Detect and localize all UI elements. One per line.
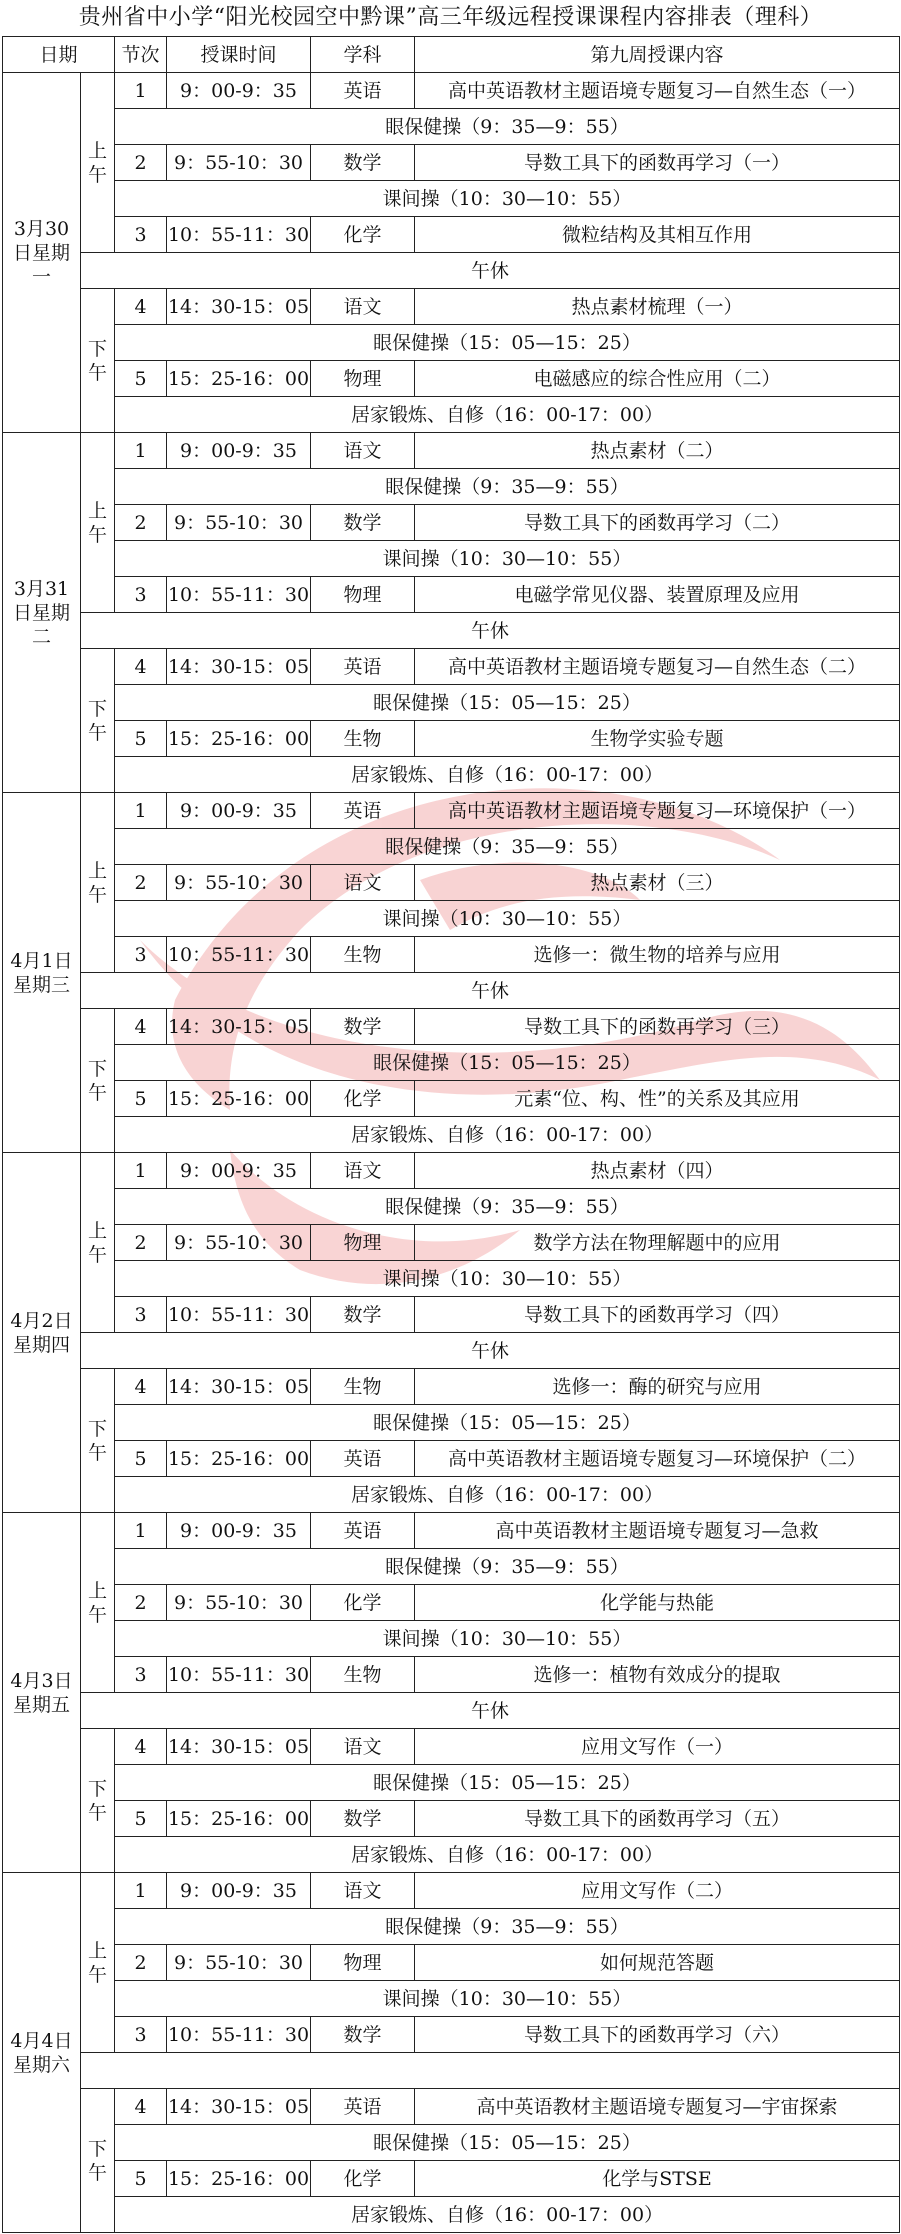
lesson-row (3, 721, 900, 757)
content-cell: 高中英语教材主题语境专题复习—宇宙探索 (415, 2089, 900, 2125)
break-row (3, 901, 900, 937)
day-date-cell: 4月2日星期四 (3, 1153, 81, 1513)
content-cell: 电磁感应的综合性应用（二） (415, 361, 900, 397)
period-cell: 4 (115, 1369, 167, 1405)
lesson-row (3, 1945, 900, 1981)
subject-cell: 生物 (311, 1657, 415, 1693)
period-cell: 2 (115, 1945, 167, 1981)
lesson-row (3, 289, 900, 325)
header-content: 第九周授课内容 (415, 37, 900, 73)
noon-break-row (3, 1333, 900, 1369)
content-cell: 导数工具下的函数再学习（一） (415, 145, 900, 181)
break-row (3, 181, 900, 217)
content-cell: 导数工具下的函数再学习（六） (415, 2017, 900, 2053)
time-cell: 9：55-10：30 (167, 145, 311, 181)
break-cell: 眼保健操（15：05—15：25） (115, 1765, 900, 1801)
time-cell: 9：00-9：35 (167, 1873, 311, 1909)
time-cell: 15：25-16：00 (167, 1441, 311, 1477)
schedule-table (2, 36, 900, 2233)
subject-cell: 物理 (311, 577, 415, 613)
break-cell: 居家锻炼、自修（16：00-17：00） (115, 2197, 900, 2233)
content-cell: 生物学实验专题 (415, 721, 900, 757)
subject-cell: 语文 (311, 1153, 415, 1189)
lesson-row (3, 1153, 900, 1189)
time-cell: 10：55-11：30 (167, 1297, 311, 1333)
period-cell: 5 (115, 1441, 167, 1477)
header-period: 节次 (115, 37, 167, 73)
time-cell: 14：30-15：05 (167, 2089, 311, 2125)
lesson-row (3, 433, 900, 469)
period-cell: 1 (115, 73, 167, 109)
break-row (3, 1261, 900, 1297)
break-cell: 眼保健操（9：35—9：55） (115, 1909, 900, 1945)
afternoon-label: 下午 (81, 2089, 115, 2233)
subject-cell: 数学 (311, 1297, 415, 1333)
content-cell: 高中英语教材主题语境专题复习—环境保护（一） (415, 793, 900, 829)
break-cell: 课间操（10：30—10：55） (115, 181, 900, 217)
time-cell: 9：55-10：30 (167, 1225, 311, 1261)
subject-cell: 数学 (311, 145, 415, 181)
content-cell: 导数工具下的函数再学习（四） (415, 1297, 900, 1333)
period-cell: 2 (115, 1585, 167, 1621)
time-cell: 15：25-16：00 (167, 721, 311, 757)
period-cell: 1 (115, 1873, 167, 1909)
time-cell: 10：55-11：30 (167, 2017, 311, 2053)
content-cell: 导数工具下的函数再学习（五） (415, 1801, 900, 1837)
period-cell: 4 (115, 289, 167, 325)
subject-cell: 数学 (311, 505, 415, 541)
noon-break-cell (81, 2053, 900, 2089)
morning-label: 上午 (81, 1873, 115, 2053)
time-cell: 10：55-11：30 (167, 937, 311, 973)
subject-cell: 化学 (311, 2161, 415, 2197)
lesson-row (3, 361, 900, 397)
lesson-row (3, 865, 900, 901)
subject-cell: 语文 (311, 1729, 415, 1765)
lesson-row (3, 1297, 900, 1333)
period-cell: 1 (115, 1153, 167, 1189)
morning-label: 上午 (81, 793, 115, 973)
lesson-row (3, 505, 900, 541)
lesson-row (3, 1081, 900, 1117)
period-cell: 1 (115, 1513, 167, 1549)
period-cell: 2 (115, 1225, 167, 1261)
break-cell: 课间操（10：30—10：55） (115, 1981, 900, 2017)
content-cell: 热点素材（二） (415, 433, 900, 469)
period-cell: 3 (115, 1657, 167, 1693)
break-cell: 居家锻炼、自修（16：00-17：00） (115, 1837, 900, 1873)
content-cell: 微粒结构及其相互作用 (415, 217, 900, 253)
content-cell: 热点素材（三） (415, 865, 900, 901)
time-cell: 9：00-9：35 (167, 73, 311, 109)
time-cell: 10：55-11：30 (167, 217, 311, 253)
break-row (3, 829, 900, 865)
lesson-row (3, 1009, 900, 1045)
time-cell: 14：30-15：05 (167, 1009, 311, 1045)
content-cell: 高中英语教材主题语境专题复习—自然生态（一） (415, 73, 900, 109)
content-cell: 化学与STSE (415, 2161, 900, 2197)
lesson-row (3, 1657, 900, 1693)
content-cell: 化学能与热能 (415, 1585, 900, 1621)
content-cell: 热点素材（四） (415, 1153, 900, 1189)
lesson-row (3, 145, 900, 181)
day-date-cell: 4月4日星期六 (3, 1873, 81, 2233)
noon-break-row (3, 1693, 900, 1729)
morning-label: 上午 (81, 73, 115, 253)
time-cell: 10：55-11：30 (167, 1657, 311, 1693)
break-row (3, 1549, 900, 1585)
subject-cell: 生物 (311, 937, 415, 973)
noon-break-cell: 午休 (81, 1333, 900, 1369)
afternoon-label: 下午 (81, 1369, 115, 1513)
time-cell: 9：55-10：30 (167, 505, 311, 541)
content-cell: 导数工具下的函数再学习（三） (415, 1009, 900, 1045)
subject-cell: 语文 (311, 1873, 415, 1909)
break-row (3, 685, 900, 721)
break-row (3, 1621, 900, 1657)
noon-break-cell: 午休 (81, 253, 900, 289)
lesson-row (3, 2089, 900, 2125)
subject-cell: 英语 (311, 793, 415, 829)
break-cell: 眼保健操（9：35—9：55） (115, 109, 900, 145)
lesson-row (3, 577, 900, 613)
content-cell: 导数工具下的函数再学习（二） (415, 505, 900, 541)
break-cell: 眼保健操（9：35—9：55） (115, 1189, 900, 1225)
break-row (3, 2125, 900, 2161)
period-cell: 5 (115, 361, 167, 397)
break-row (3, 1909, 900, 1945)
header-subject: 学科 (311, 37, 415, 73)
break-cell: 眼保健操（15：05—15：25） (115, 1405, 900, 1441)
noon-break-cell: 午休 (81, 1693, 900, 1729)
lesson-row (3, 649, 900, 685)
time-cell: 15：25-16：00 (167, 1081, 311, 1117)
subject-cell: 英语 (311, 1441, 415, 1477)
break-row (3, 757, 900, 793)
content-cell: 应用文写作（一） (415, 1729, 900, 1765)
lesson-row (3, 1873, 900, 1909)
page-title: 贵州省中小学“阳光校园空中黔课”高三年级远程授课课程内容排表（理科） (78, 5, 823, 30)
time-cell: 9：55-10：30 (167, 1945, 311, 1981)
break-row (3, 397, 900, 433)
subject-cell: 数学 (311, 1009, 415, 1045)
break-cell: 眼保健操（15：05—15：25） (115, 1045, 900, 1081)
subject-cell: 物理 (311, 1945, 415, 1981)
day-date-cell: 4月3日星期五 (3, 1513, 81, 1873)
subject-cell: 化学 (311, 217, 415, 253)
day-date-cell: 3月30日星期一 (3, 73, 81, 433)
subject-cell: 英语 (311, 1513, 415, 1549)
afternoon-label: 下午 (81, 289, 115, 433)
period-cell: 2 (115, 865, 167, 901)
break-cell: 眼保健操（15：05—15：25） (115, 685, 900, 721)
period-cell: 1 (115, 793, 167, 829)
period-cell: 4 (115, 649, 167, 685)
content-cell: 高中英语教材主题语境专题复习—急救 (415, 1513, 900, 1549)
period-cell: 3 (115, 2017, 167, 2053)
subject-cell: 英语 (311, 2089, 415, 2125)
break-cell: 居家锻炼、自修（16：00-17：00） (115, 397, 900, 433)
subject-cell: 物理 (311, 1225, 415, 1261)
afternoon-label: 下午 (81, 1009, 115, 1153)
content-cell: 选修一：酶的研究与应用 (415, 1369, 900, 1405)
time-cell: 9：00-9：35 (167, 793, 311, 829)
noon-break-cell: 午休 (81, 973, 900, 1009)
time-cell: 14：30-15：05 (167, 649, 311, 685)
period-cell: 3 (115, 217, 167, 253)
content-cell: 数学方法在物理解题中的应用 (415, 1225, 900, 1261)
time-cell: 15：25-16：00 (167, 1801, 311, 1837)
time-cell: 14：30-15：05 (167, 289, 311, 325)
subject-cell: 物理 (311, 361, 415, 397)
break-row (3, 1189, 900, 1225)
break-row (3, 469, 900, 505)
break-row (3, 1405, 900, 1441)
period-cell: 1 (115, 433, 167, 469)
content-cell: 选修一：微生物的培养与应用 (415, 937, 900, 973)
break-row (3, 2197, 900, 2233)
header-time: 授课时间 (167, 37, 311, 73)
time-cell: 15：25-16：00 (167, 2161, 311, 2197)
break-cell: 眼保健操（9：35—9：55） (115, 829, 900, 865)
subject-cell: 化学 (311, 1585, 415, 1621)
period-cell: 4 (115, 1009, 167, 1045)
time-cell: 9：55-10：30 (167, 1585, 311, 1621)
lesson-row (3, 1585, 900, 1621)
break-row (3, 1765, 900, 1801)
noon-break-row (3, 973, 900, 1009)
time-cell: 15：25-16：00 (167, 361, 311, 397)
afternoon-label: 下午 (81, 649, 115, 793)
break-row (3, 1477, 900, 1513)
period-cell: 3 (115, 937, 167, 973)
morning-label: 上午 (81, 1513, 115, 1693)
break-cell: 课间操（10：30—10：55） (115, 901, 900, 937)
noon-break-row (3, 613, 900, 649)
time-cell: 10：55-11：30 (167, 577, 311, 613)
break-row (3, 1045, 900, 1081)
content-cell: 热点素材梳理（一） (415, 289, 900, 325)
lesson-row (3, 73, 900, 109)
content-cell: 电磁学常见仪器、装置原理及应用 (415, 577, 900, 613)
content-cell: 元素“位、构、性”的关系及其应用 (415, 1081, 900, 1117)
lesson-row (3, 1369, 900, 1405)
subject-cell: 数学 (311, 1801, 415, 1837)
content-cell: 高中英语教材主题语境专题复习—环境保护（二） (415, 1441, 900, 1477)
break-row (3, 109, 900, 145)
lesson-row (3, 1441, 900, 1477)
break-cell: 居家锻炼、自修（16：00-17：00） (115, 1117, 900, 1153)
period-cell: 3 (115, 1297, 167, 1333)
break-row (3, 1117, 900, 1153)
break-cell: 课间操（10：30—10：55） (115, 1261, 900, 1297)
subject-cell: 生物 (311, 1369, 415, 1405)
time-cell: 9：00-9：35 (167, 433, 311, 469)
time-cell: 9：55-10：30 (167, 865, 311, 901)
subject-cell: 数学 (311, 2017, 415, 2053)
lesson-row (3, 2161, 900, 2197)
table-header-row (3, 37, 900, 73)
period-cell: 4 (115, 2089, 167, 2125)
morning-label: 上午 (81, 1153, 115, 1333)
break-cell: 课间操（10：30—10：55） (115, 1621, 900, 1657)
noon-break-row (3, 253, 900, 289)
subject-cell: 语文 (311, 865, 415, 901)
time-cell: 9：00-9：35 (167, 1153, 311, 1189)
period-cell: 5 (115, 2161, 167, 2197)
break-cell: 课间操（10：30—10：55） (115, 541, 900, 577)
afternoon-label: 下午 (81, 1729, 115, 1873)
break-row (3, 541, 900, 577)
period-cell: 5 (115, 1081, 167, 1117)
period-cell: 4 (115, 1729, 167, 1765)
content-cell: 如何规范答题 (415, 1945, 900, 1981)
day-date-cell: 3月31日星期二 (3, 433, 81, 793)
lesson-row (3, 1801, 900, 1837)
period-cell: 3 (115, 577, 167, 613)
lesson-row (3, 1225, 900, 1261)
subject-cell: 英语 (311, 73, 415, 109)
subject-cell: 语文 (311, 289, 415, 325)
lesson-row (3, 2017, 900, 2053)
period-cell: 2 (115, 505, 167, 541)
lesson-row (3, 793, 900, 829)
period-cell: 5 (115, 721, 167, 757)
subject-cell: 英语 (311, 649, 415, 685)
time-cell: 9：00-9：35 (167, 1513, 311, 1549)
break-cell: 居家锻炼、自修（16：00-17：00） (115, 757, 900, 793)
break-cell: 眼保健操（9：35—9：55） (115, 469, 900, 505)
break-row (3, 1837, 900, 1873)
morning-label: 上午 (81, 433, 115, 613)
subject-cell: 语文 (311, 433, 415, 469)
subject-cell: 化学 (311, 1081, 415, 1117)
break-cell: 眼保健操（9：35—9：55） (115, 1549, 900, 1585)
lesson-row (3, 937, 900, 973)
period-cell: 2 (115, 145, 167, 181)
time-cell: 14：30-15：05 (167, 1729, 311, 1765)
lesson-row (3, 217, 900, 253)
break-row (3, 1981, 900, 2017)
time-cell: 14：30-15：05 (167, 1369, 311, 1405)
content-cell: 应用文写作（二） (415, 1873, 900, 1909)
break-row (3, 325, 900, 361)
header-date: 日期 (3, 37, 115, 73)
break-cell: 居家锻炼、自修（16：00-17：00） (115, 1477, 900, 1513)
subject-cell: 生物 (311, 721, 415, 757)
content-cell: 高中英语教材主题语境专题复习—自然生态（二） (415, 649, 900, 685)
day-date-cell: 4月1日星期三 (3, 793, 81, 1153)
lesson-row (3, 1729, 900, 1765)
noon-break-cell: 午休 (81, 613, 900, 649)
content-cell: 选修一：植物有效成分的提取 (415, 1657, 900, 1693)
lesson-row (3, 1513, 900, 1549)
period-cell: 5 (115, 1801, 167, 1837)
break-cell: 眼保健操（15：05—15：25） (115, 2125, 900, 2161)
noon-break-row (3, 2053, 900, 2089)
break-cell: 眼保健操（15：05—15：25） (115, 325, 900, 361)
